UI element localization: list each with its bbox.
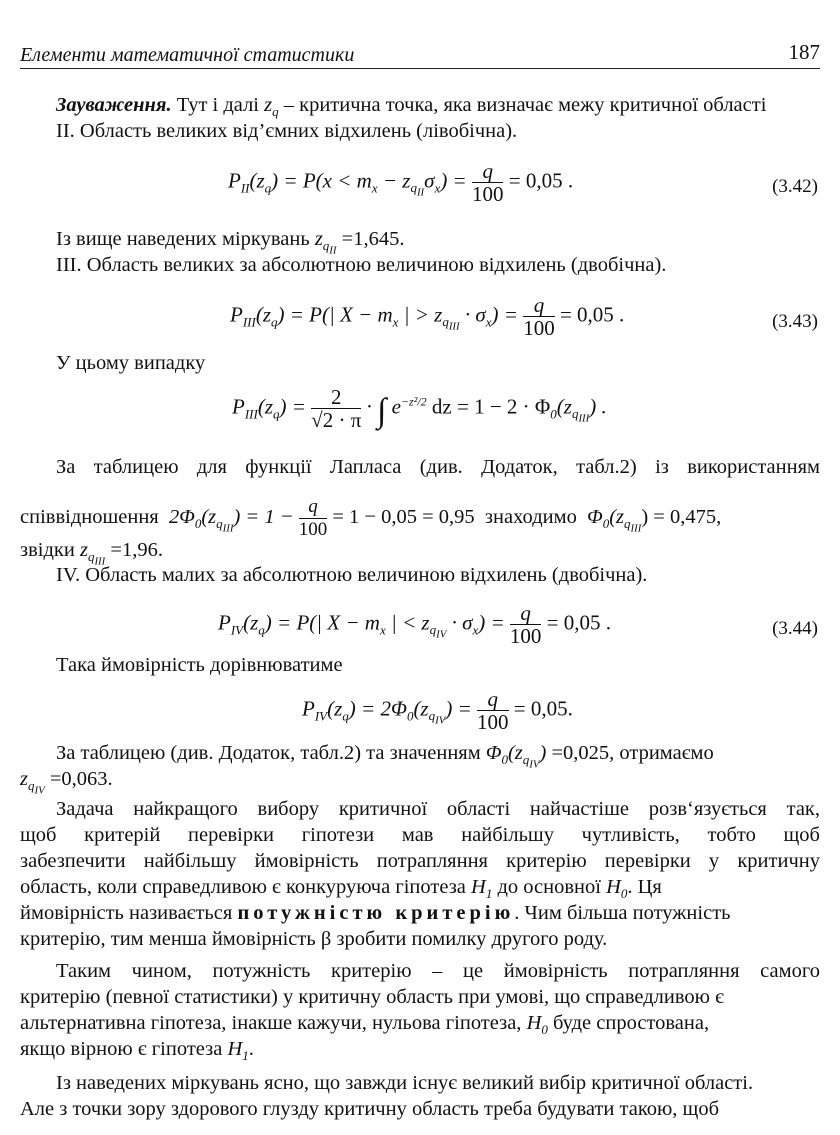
equation-3-43: $P_{III}(z_q) = P(|$ $X - m_x$ | > $z_{q_{III}} \cdot \sigma_x$) = $\frac{q}{100}$ = 0,05 . xyxy=(230,293,625,340)
value: ) = 0,475, xyxy=(641,506,722,529)
equation-3-44: $P_{IV}(z_q) = P(|$ $X - m_x$ | < $z_{q_{IV}} \cdot \sigma_x$) = $\frac{q}{100}$ = 0,05 . xyxy=(218,601,611,648)
text-line: Така ймовірність дорівнюватиме xyxy=(56,654,343,676)
paragraph-line: Таким чином, потужність критерію – це ймовірність потрапляння самого xyxy=(56,960,820,982)
fraction xyxy=(299,496,328,541)
text: співвідношення xyxy=(20,506,159,529)
numerator: q xyxy=(477,688,509,711)
page-number: 187 xyxy=(788,40,820,64)
case-ii-heading: II. Область великих від’ємних відхилень (лівобічна). xyxy=(56,120,518,142)
remark-label: Зауваження. xyxy=(56,94,172,116)
text: . Ця xyxy=(627,876,662,898)
text: ймовірність називається xyxy=(20,902,238,924)
text-line: За таблицею для функції Лапласа (див. Додаток, табл.2) із використанням xyxy=(56,456,820,478)
eq-rhs: dz = 1 − 2 · Φ xyxy=(431,394,551,419)
case-iv-heading: IV. Область малих за абсолютною величиною відхилень (двобічна). xyxy=(56,564,648,586)
value: =0,063. xyxy=(44,768,113,790)
text: альтернативна гіпотеза, інакше кажучи, нульова гіпотеза, xyxy=(20,1012,527,1034)
numerator: q xyxy=(523,294,555,317)
remark-text: Тут і далі xyxy=(171,94,265,116)
paragraph-line: Але з точки зору здорового глузду критичну область треба будувати такою, щоб xyxy=(20,1098,720,1120)
text: Із вище наведених міркувань xyxy=(56,228,315,250)
fraction xyxy=(510,602,542,647)
equation-number-3-43: (3.43) xyxy=(772,311,818,332)
equation-integral: $P_{III}(z_q)$ = $\frac{2}{√2 \cdot \pi}$ · ∫ $e^{-z^2/2}$ dz = $1 - 2 \cdot \Phi_0(z_{q_{III}})$ . xyxy=(232,385,607,432)
eq-value: = 0,05 . xyxy=(559,302,625,327)
text-line: Із вище наведених міркувань $z_{q_{II}} =1,645$. xyxy=(56,228,405,257)
eq-value: = 0,05 . xyxy=(508,168,574,193)
value: =1,645. xyxy=(336,228,405,250)
eq-value: = 0,05 . xyxy=(546,610,611,635)
integral-sign: ∫ xyxy=(377,392,387,430)
paragraph-line: критерію (певної статистики) у критичну область при умові, що справедливою є xyxy=(20,986,724,1008)
emphasis-term: потужністю критерію xyxy=(237,902,515,924)
value: =0,025, отримаємо xyxy=(546,742,714,764)
paragraph-line: Задача найкращого вибору критичної області найчастіше розв‘язується так, xyxy=(56,798,820,820)
denominator: 100 xyxy=(298,519,328,540)
page-header xyxy=(20,40,820,69)
paragraph-line: якщо вірною є гіпотеза $H_1$. xyxy=(20,1038,254,1063)
denominator: 100 xyxy=(523,316,555,340)
remark-rest: – критична точка, яка визначає межу критичної області xyxy=(278,94,767,116)
text: За таблицею (див. Додаток, табл.2) та значенням xyxy=(56,742,486,764)
text: знаходимо xyxy=(484,506,577,529)
text-line: співвідношення $2\Phi_0(z_{q_{III}}) = 1$ − $\frac{q}{100}$ = 1 − 0,05 = 0,95 знаходимо $\Phi_0(z_{q_{III}}) = 0,475$, xyxy=(20,496,722,540)
equation-3-42: $P_{II}(z_q) = P(x < m_x - z_{q_{II}}\sigma_x)$ = $\frac{q}{100}$ = 0,05 . xyxy=(228,159,574,206)
fraction: $\frac{2}{√2 \cdot \pi}$ xyxy=(311,385,362,432)
text-line: $z_{q_{IV}} =0,063$. xyxy=(20,768,113,797)
text: якщо вірною є гіпотеза xyxy=(20,1038,228,1060)
text-line: У цьому випадку xyxy=(56,352,206,374)
denominator: 100 xyxy=(471,182,504,206)
equation-number-3-42: (3.42) xyxy=(772,176,818,197)
paragraph-line: альтернативна гіпотеза, інакше кажучи, нульова гіпотеза, $H_0$ буде спростована, xyxy=(20,1012,710,1037)
eq-value: = 1 − 0,05 = 0,95 xyxy=(332,506,475,529)
fraction xyxy=(523,294,555,339)
numerator: q xyxy=(299,496,328,519)
numerator: 2 xyxy=(311,386,361,409)
text: . Чим більша потужність xyxy=(514,902,731,924)
value: =1,96. xyxy=(105,539,163,561)
paragraph-line: забезпечити найбільшу ймовірність потрапляння критерію перевірки у критичну xyxy=(20,850,820,872)
running-title: Елементи математичної статистики xyxy=(20,44,355,66)
numerator: q xyxy=(472,160,504,183)
paragraph-line: область, коли справедливою є конкуруюча гіпотеза $H_1$ до основної $H_0$. Ця xyxy=(20,876,662,901)
numerator: q xyxy=(510,602,542,625)
text: звідки xyxy=(20,539,80,561)
text: до основної xyxy=(492,876,607,898)
text: . xyxy=(248,1038,254,1060)
text: буде спростована, xyxy=(547,1012,710,1034)
paragraph-line xyxy=(20,900,820,926)
equation-power: $P_{IV}(z_q) = 2\Phi_0(z_{q_{IV}})$ = $\frac{q}{100}$ = 0,05. xyxy=(302,687,573,734)
paragraph-line: критерію, тим менша ймовірність β зробити помилку другого роду. xyxy=(20,928,608,950)
equation-number-3-44: (3.44) xyxy=(772,618,818,639)
paragraph-line: щоб критерій перевірки гіпотези мав найбільшу чутливість, тобто щоб xyxy=(20,824,820,846)
paragraph-line: Із наведених міркувань ясно, що завжди існує великий вибір критичної області. xyxy=(56,1072,754,1094)
case-iii-heading: III. Область великих за абсолютною величиною відхилень (двобічна). xyxy=(56,254,667,276)
fraction xyxy=(472,160,504,205)
fraction xyxy=(477,688,509,733)
text-line: За таблицею (див. Додаток, табл.2) та значенням $\Phi_0(z_{q_{IV}}) =0,025$, отримаємо xyxy=(56,742,714,771)
text-line: звідки $z_{q_{III}} =1,96$. xyxy=(20,539,163,568)
denominator: 100 xyxy=(477,710,509,734)
text: область, коли справедливою є конкуруюча гіпотеза xyxy=(20,876,472,898)
var-zq: $z_q$ xyxy=(264,94,279,119)
denominator: 100 xyxy=(509,624,542,648)
eq-value: = 0,05. xyxy=(513,696,573,721)
